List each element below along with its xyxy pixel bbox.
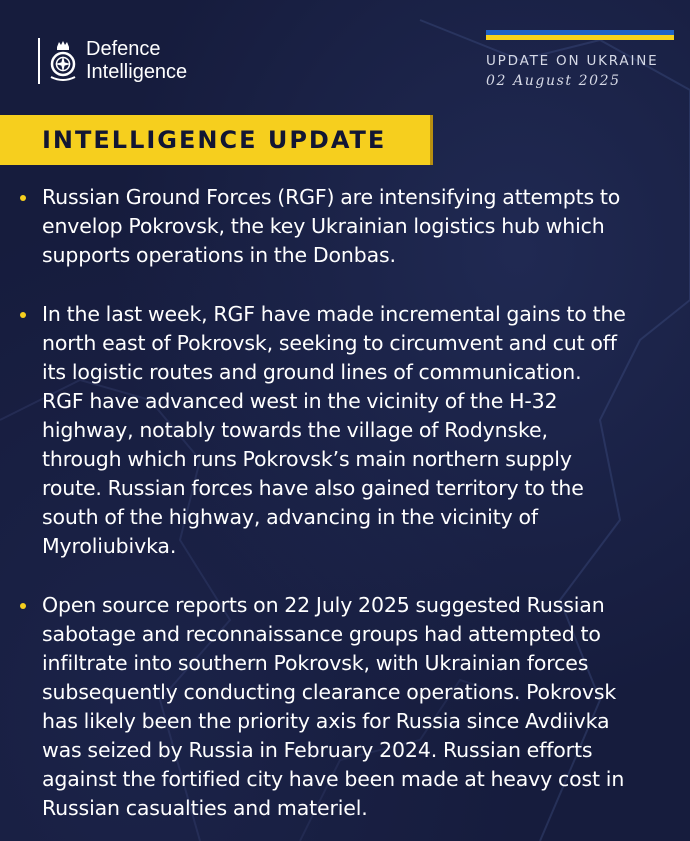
bullet-line: has likely been the priority axis for Russia since Avdiivka bbox=[42, 709, 610, 733]
logo-wordmark bbox=[86, 38, 187, 84]
bullet-line: Open source reports on 22 July 2025 suggested Russian bbox=[42, 593, 605, 617]
bullet-line: Russian casualties and materiel. bbox=[42, 796, 368, 820]
bullet-line: route. Russian forces have also gained territory to the bbox=[42, 476, 584, 500]
bullet-line: envelop Pokrovsk, the key Ukrainian logistics hub which bbox=[42, 214, 605, 238]
bullet-list bbox=[18, 183, 678, 841]
bullet-line: north east of Pokrovsk, seeking to circumvent and cut off bbox=[42, 331, 617, 355]
bullet-line: highway, notably towards the village of Rodynske, bbox=[42, 418, 548, 442]
defence-intelligence-logo bbox=[38, 38, 187, 84]
bullet-line: south of the highway, advancing in the vicinity of bbox=[42, 505, 538, 529]
bullet-line: against the fortified city have been made at heavy cost in bbox=[42, 767, 625, 791]
bullet-line: Russian Ground Forces (RGF) are intensifying attempts to bbox=[42, 185, 621, 209]
update-title: UPDATE ON UKRAINE bbox=[486, 53, 659, 69]
bullet-item bbox=[18, 300, 678, 561]
bullet-dot-icon bbox=[20, 312, 26, 318]
bullet-line: In the last week, RGF have made incremental gains to the bbox=[42, 302, 626, 326]
logo-line-2: Intelligence bbox=[86, 61, 188, 83]
bullet-line: RGF have advanced west in the vicinity of the H-32 bbox=[42, 389, 558, 413]
intelligence-update-banner bbox=[0, 115, 433, 165]
bullet-line: through which runs Pokrovsk’s main northern supply bbox=[42, 447, 572, 471]
bullet-line: infiltrate into southern Pokrovsk, with Ukrainian forces bbox=[42, 651, 589, 675]
bullet-text bbox=[42, 300, 678, 561]
banner-label: INTELLIGENCE UPDATE bbox=[42, 126, 387, 154]
bullet-line: its logistic routes and ground lines of communication. bbox=[42, 360, 582, 384]
bullet-line: was seized by Russia in February 2024. Russian efforts bbox=[42, 738, 593, 762]
bullet-line: Myroliubivka. bbox=[42, 534, 177, 558]
crest-icon bbox=[46, 39, 80, 83]
bullet-text bbox=[42, 591, 678, 823]
bullet-text bbox=[42, 183, 678, 270]
bullet-line: supports operations in the Donbas. bbox=[42, 243, 396, 267]
bullet-line: sabotage and reconnaissance groups had attempted to bbox=[42, 622, 601, 646]
flag-yellow-stripe bbox=[486, 35, 674, 40]
bullet-dot-icon bbox=[20, 603, 26, 609]
logo-divider bbox=[38, 38, 40, 84]
update-date: 02 August 2025 bbox=[486, 73, 621, 89]
bullet-dot-icon bbox=[20, 195, 26, 201]
bullet-item bbox=[18, 183, 678, 270]
bullet-line: subsequently conducting clearance operations. Pokrovsk bbox=[42, 680, 617, 704]
bullet-item bbox=[18, 591, 678, 823]
logo-line-1: Defence bbox=[86, 38, 161, 60]
ukraine-flag-bar bbox=[486, 30, 674, 40]
